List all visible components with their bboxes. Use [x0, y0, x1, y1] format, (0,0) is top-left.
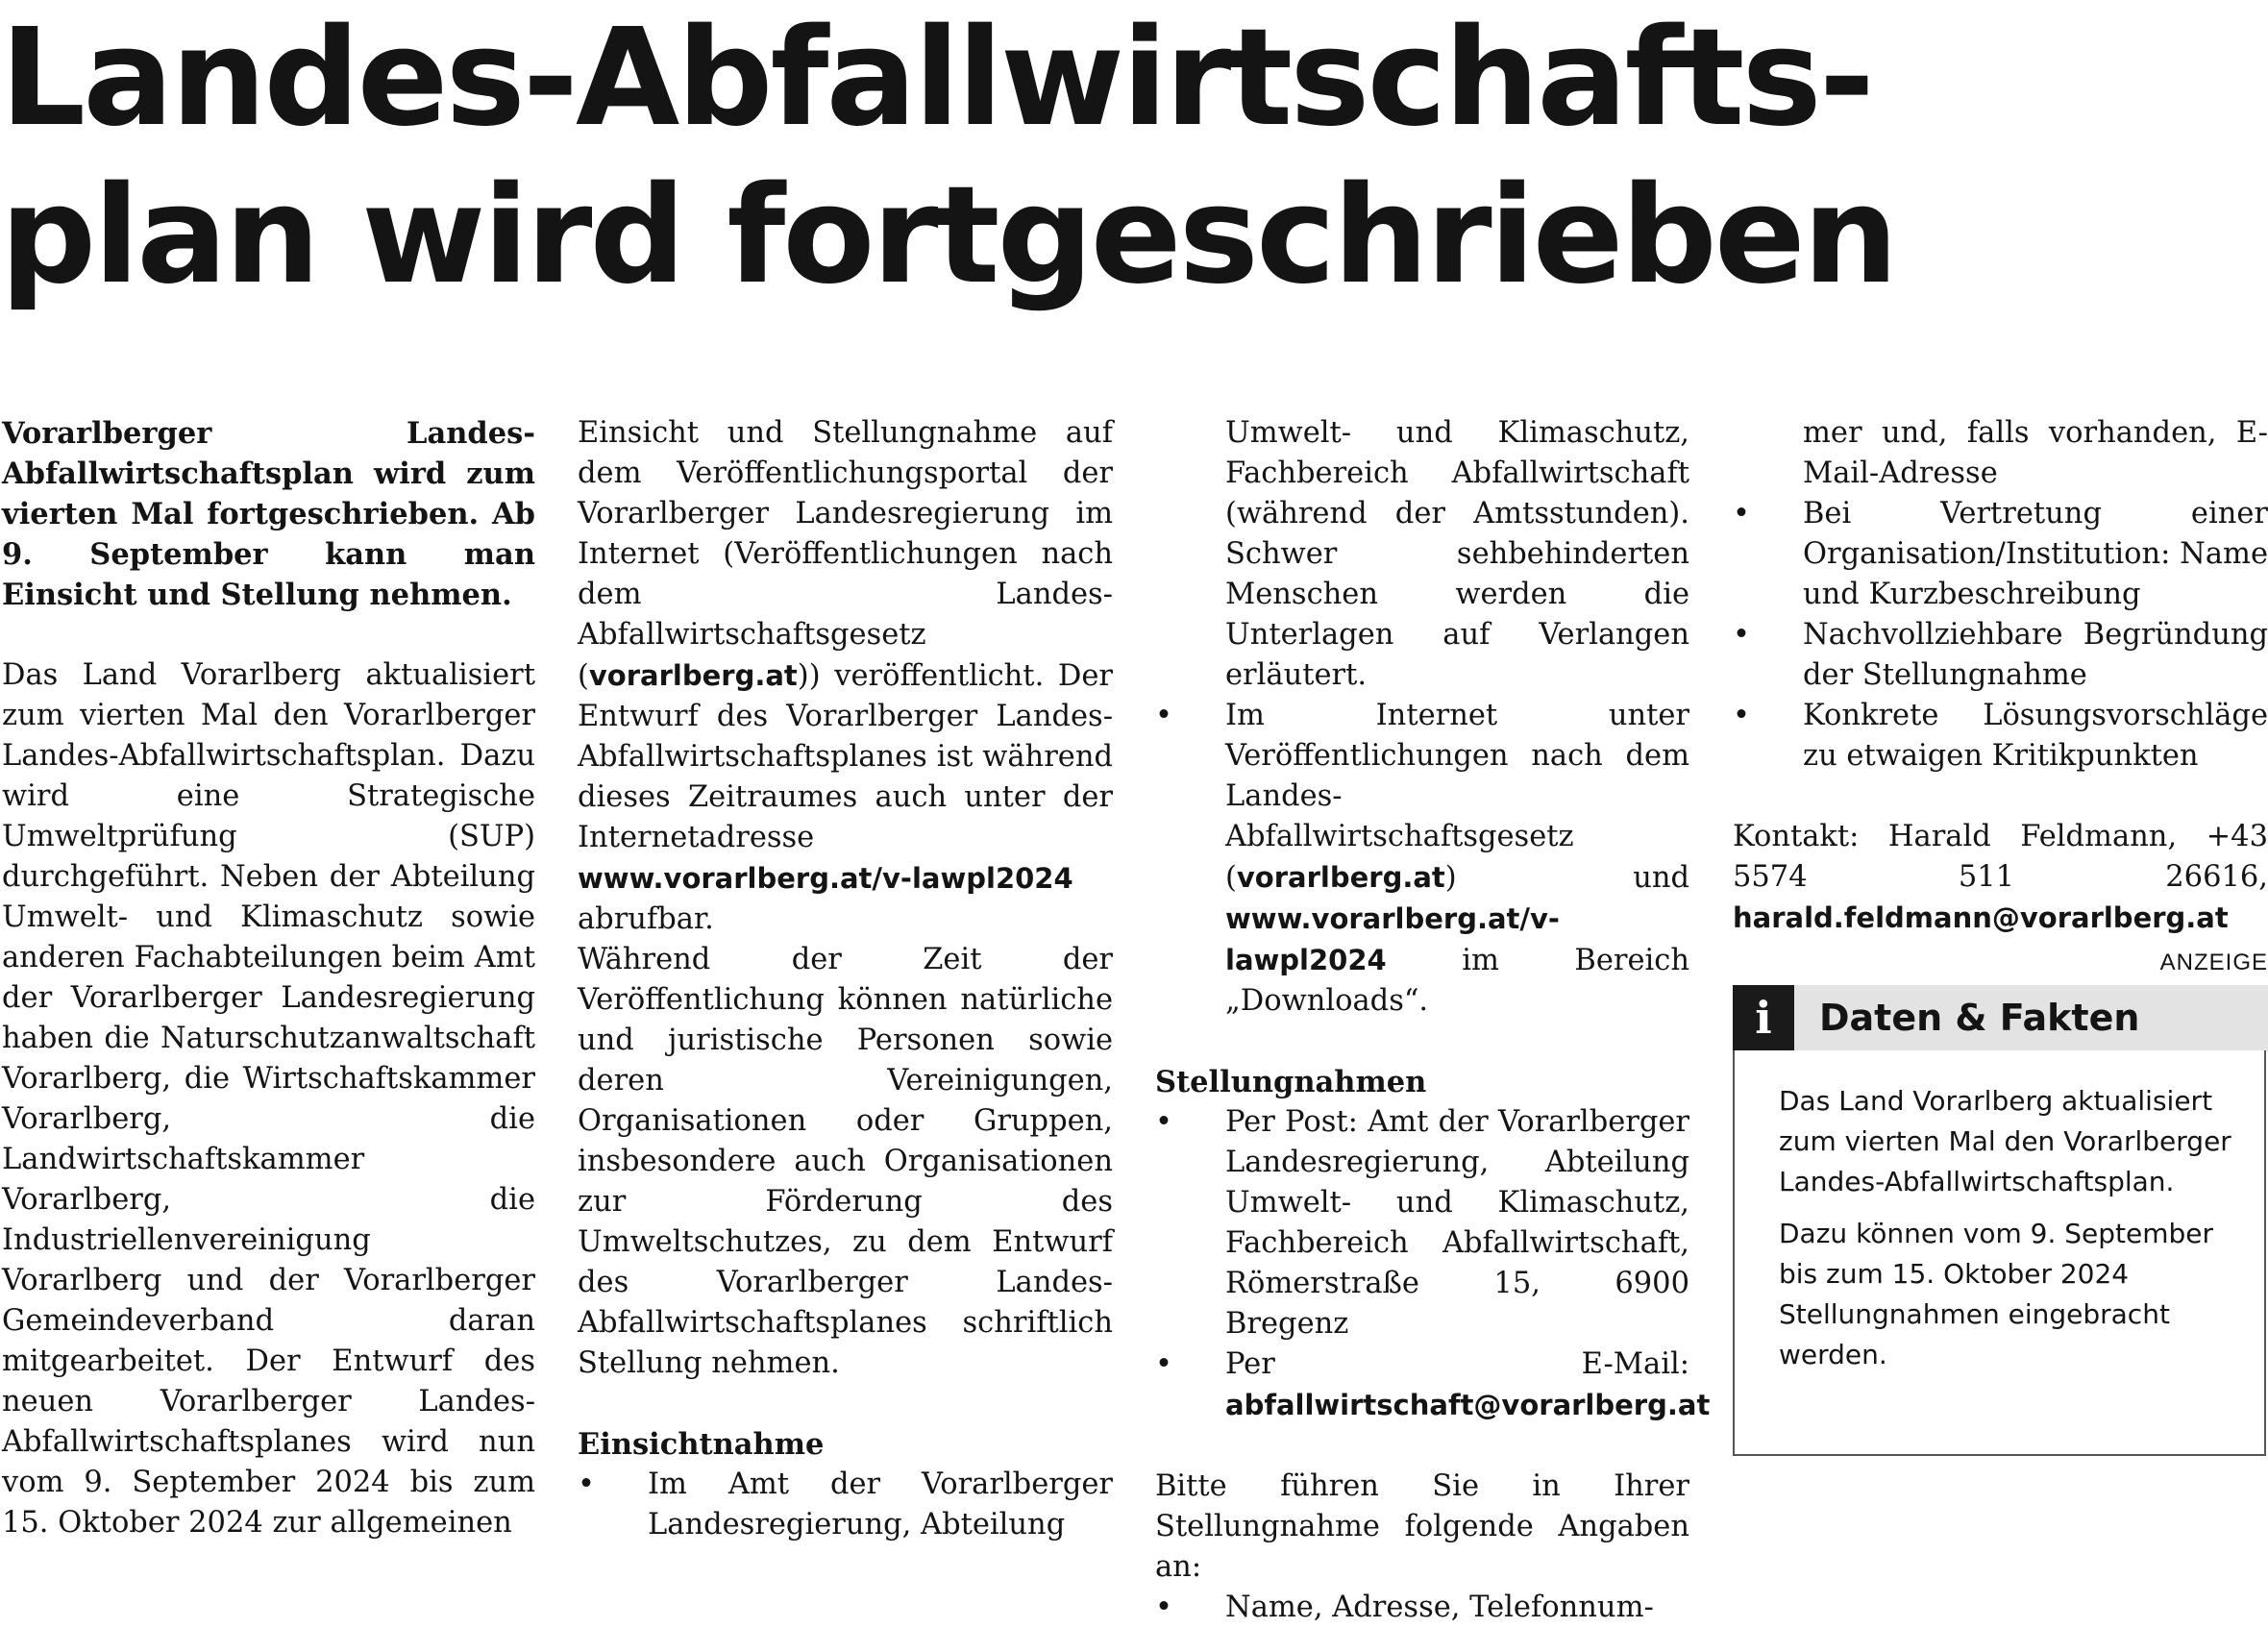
- list-item-text: Per Post: Amt der Vorarlberger Landesregierung, Abteilung Umwelt- und Klimaschutz, Fachbereich Abfallwirtschaft, Römerstraße 15, 6900 Bregenz: [1225, 1105, 1689, 1341]
- bullet-icon: •: [1155, 1591, 1172, 1624]
- column-1: [2, 413, 535, 1543]
- list-item: [1733, 413, 2268, 494]
- body-paragraph-2: [578, 413, 1113, 940]
- link-lawpl2024[interactable]: www.vorarlberg.at/v-lawpl2024: [1225, 902, 1560, 976]
- link-vorarlberg[interactable]: vorarlberg.at: [1236, 861, 1445, 894]
- einsicht-list-continued: [1155, 413, 1689, 1022]
- headline-line-2: plan wird fortgeschrieben: [0, 158, 1896, 314]
- list-item: [1155, 1588, 1689, 1628]
- lead-paragraph: Vorarlberger Landes-Abfallwirtschaftsplan wird zum vierten Mal fortgeschrieben. Ab 9. September kann man Einsicht und Stellung nehmen.: [2, 416, 535, 612]
- fact-box-paragraph-1: Das Land Vorarlberg aktualisiert zum vierten Mal den Vorarlberger Landes-Abfallwirtschaftsplan.: [1779, 1085, 2231, 1197]
- text-segment: Im Internet unter Veröffentlichungen nach dem Landes-Abfallwirtschaftsgesetz (: [1225, 699, 1689, 895]
- bullet-icon: •: [1155, 1105, 1172, 1139]
- text-segment: )) veröffentlicht. Der Entwurf des Vorarlberger Landes-Abfallwirtschaftsplanes ist während dieses Zeitraumes auch unter der Internetadresse: [578, 659, 1113, 854]
- spacer: [1733, 777, 2268, 817]
- list-item: [1733, 494, 2268, 615]
- request-paragraph: Bitte führen Sie in Ihrer Stellungnahme folgende Angaben an:: [1155, 1469, 1689, 1584]
- list-item: [1733, 696, 2268, 777]
- anzeige-label: ANZEIGE: [2159, 950, 2268, 975]
- list-item-text: Konkrete Lösungsvorschläge zu etwaigen Kritikpunkten: [1803, 699, 2268, 773]
- list-item: [1155, 1344, 1711, 1426]
- fact-box-title: Daten & Fakten: [1819, 997, 2140, 1039]
- contact-email-link[interactable]: harald.feldmann@vorarlberg.at: [1733, 901, 2229, 934]
- list-item-text: Im Amt der Vorarlberger Landesregierung, Abteilung: [648, 1468, 1113, 1542]
- spacer: [578, 1384, 1113, 1424]
- list-item: [578, 1465, 1113, 1545]
- angaben-list: [1155, 1588, 1689, 1628]
- bullet-icon: •: [578, 1468, 595, 1501]
- bullet-icon: •: [1155, 699, 1172, 732]
- bullet-icon: •: [1733, 699, 1750, 732]
- list-item: [1155, 1102, 1689, 1344]
- link-vorarlberg[interactable]: vorarlberg.at: [588, 659, 798, 692]
- fact-box-paragraph-2: Dazu können vom 9. September bis zum 15. Oktober 2024 Stellungnahmen eingebracht werden.: [1779, 1218, 2214, 1370]
- fact-box-header: [1733, 985, 2268, 1050]
- text-segment: im Bereich „Downloads“.: [1225, 944, 1689, 1018]
- column-3: [1155, 413, 1711, 1628]
- spacer: [1155, 1022, 1689, 1062]
- body-paragraph-1: Das Land Vorarlberg aktualisiert zum vierten Mal den Vorarlberger Landes-Abfallwirtschaftsplan. Dazu wird eine Strategische Umweltprüfung (SUP) durchgeführt. Neben der Abteilung Umwelt- und Klimaschutz sowie anderen Fachabteilungen beim Amt der Vorarlberger Landesregierung haben die Naturschutzanwaltschaft Vorarlberg, die Wirtschaftskammer Vorarlberg, die Landwirtschaftskammer Vorarlberg, die Industriellenvereinigung Vorarlberg und der Vorarlberger Gemeindeverband daran mitgearbeitet. Der Entwurf des neuen Vorarlberger Landes-Abfallwirtschaftsplanes wird nun vom 9. September 2024 bis zum 15. Oktober 2024 zur allgemeinen: [2, 658, 535, 1540]
- column-4: [1733, 413, 2268, 983]
- info-icon: i: [1733, 985, 1794, 1050]
- headline-line-1: Landes-Abfallwirtschafts-: [0, 0, 1872, 157]
- contact-paragraph: [1733, 817, 2268, 975]
- angaben-list-continued: [1733, 413, 2268, 777]
- spacer: [2, 615, 535, 655]
- bullet-icon: •: [1733, 497, 1750, 530]
- column-2: [578, 413, 1113, 1545]
- text-segment: Einsicht und Stellungnahme auf dem Veröffentlichungsportal der Vorarlberger Landesregierung im Internet (Veröffentlichungen nach dem Landes-Abfallwirtschaftsgesetz (: [578, 416, 1113, 693]
- body-paragraph-3: Während der Zeit der Veröffentlichung können natürliche und juristische Personen sowie deren Vereinigungen, Organisationen oder Gruppen, insbesondere auch Organisationen zur Förderung des Umweltschutzes, zu dem Entwurf des Vorarlberger Landes-Abfallwirtschaftsplanes schriftlich Stellung nehmen.: [578, 943, 1113, 1380]
- text-segment: abrufbar.: [578, 902, 714, 936]
- list-item: [1155, 696, 1689, 1022]
- fact-box: [1733, 985, 2266, 1456]
- list-item-text: mer und, falls vorhanden, E-Mail-Adresse: [1803, 416, 2268, 490]
- text-segment: ) und: [1444, 861, 1689, 895]
- link-lawpl2024[interactable]: www.vorarlberg.at/v-lawpl2024: [578, 862, 1073, 895]
- stellung-list: [1155, 1102, 1711, 1426]
- list-item-text: Name, Adresse, Telefonnum-: [1225, 1591, 1654, 1624]
- bullet-icon: •: [1155, 1347, 1172, 1381]
- contact-text: Kontakt: Harald Feldmann, +43 5574 511 26616,: [1733, 820, 2268, 894]
- list-item: [1155, 413, 1689, 696]
- spacer: [1155, 1426, 1689, 1467]
- list-item-text: Umwelt- und Klimaschutz, Fachbereich Abfallwirtschaft (während der Amtsstunden). Schwer sehbehinderten Menschen werden die Unterlagen auf Verlangen erläutert.: [1225, 416, 1689, 692]
- einsicht-list: [578, 1465, 1113, 1545]
- list-item-text: Bei Vertretung einer Organisation/Institution: Name und Kurzbeschreibung: [1803, 497, 2268, 611]
- subheading-stellungnahmen: Stellungnahmen: [1155, 1065, 1427, 1099]
- email-link[interactable]: abfallwirtschaft@vorarlberg.at: [1225, 1389, 1711, 1421]
- list-item: [1733, 615, 2268, 696]
- list-item-text: Nachvollziehbare Begründung der Stellungnahme: [1803, 618, 2268, 692]
- headline: [0, 0, 2268, 315]
- bullet-icon: •: [1733, 618, 1750, 652]
- fact-box-body: [1779, 1081, 2250, 1387]
- subheading-einsichtnahme: Einsichtnahme: [578, 1427, 825, 1462]
- text-segment: Per E-Mail:: [1225, 1347, 1689, 1381]
